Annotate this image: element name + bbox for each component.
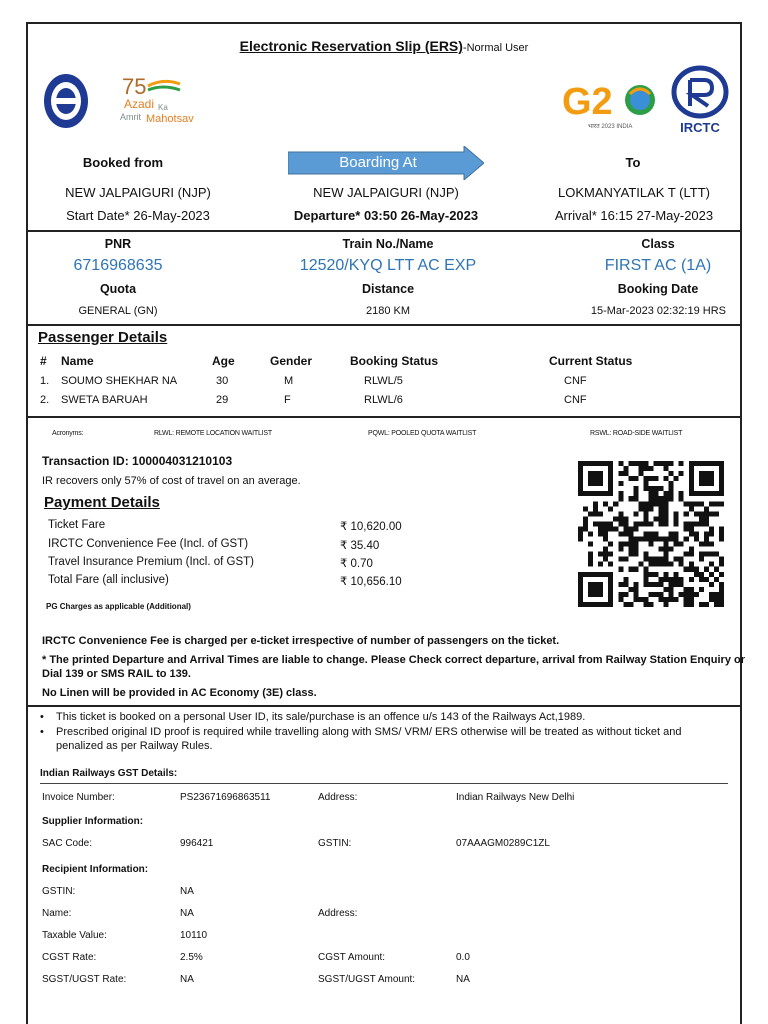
ers-title-main: Electronic Reservation Slip (ERS) <box>239 38 463 54</box>
bullet-dot-1: • <box>40 711 44 723</box>
acronyms-label: Acronyms: <box>52 430 84 437</box>
bullet-dot-2: • <box>40 726 44 738</box>
irctc-logo-icon <box>668 64 732 136</box>
payment-row-value: ₹ 10,656.10 <box>340 576 402 588</box>
departure-time: Departure* 03:50 26-May-2023 <box>293 208 479 223</box>
sac-code-label: SAC Code: <box>42 838 93 849</box>
train-value: 12520/KYQ LTT AC EXP <box>299 257 477 274</box>
azadi-ka-amrit-mahotsav-logo-icon <box>118 72 204 128</box>
payment-row-label: Ticket Fare <box>48 519 106 531</box>
acronym-rlwl: RLWL: REMOTE LOCATION WAITLIST <box>154 430 272 437</box>
class-value: FIRST AC (1A) <box>604 257 712 274</box>
recipient-name-value: NA <box>180 908 194 919</box>
distance-label: Distance <box>361 282 415 296</box>
divider-passengers <box>28 416 740 418</box>
bullet-personal-id: This ticket is booked on a personal User ID, its sale/purchase is an offence u/s 143 of the Railways Act,1989. <box>56 711 586 723</box>
svg-text:Azadi: Azadi <box>124 97 155 111</box>
from-station: NEW JALPAIGURI (NJP) <box>65 185 211 200</box>
gst-invoice-label: Invoice Number: <box>42 792 115 803</box>
gst-invoice-value: PS23671696863511 <box>180 792 271 803</box>
passenger-row-1-current-status: CNF <box>564 375 587 387</box>
passenger-details-title: Passenger Details <box>38 329 168 346</box>
taxable-value: 10110 <box>180 930 208 941</box>
quota-label: Quota <box>99 282 137 296</box>
passenger-row-2-gender: F <box>284 394 291 406</box>
payment-row-value: ₹ 0.70 <box>340 558 373 570</box>
payment-row-label: IRCTC Convenience Fee (Incl. of GST) <box>48 538 249 550</box>
payment-row-value: ₹ 35.40 <box>340 540 380 552</box>
passenger-row-2-no: 2. <box>40 394 50 406</box>
gst-address-label: Address: <box>318 792 358 803</box>
divider-ticket <box>28 324 740 326</box>
payment-row-label: Total Fare (all inclusive) <box>48 574 169 586</box>
payment-details-title: Payment Details <box>44 494 160 511</box>
recipient-gstin-label: GSTIN: <box>42 886 76 897</box>
passenger-row-2-name: SWETA BARUAH <box>61 394 148 406</box>
supplier-gstin-label: GSTIN: <box>318 838 352 849</box>
passenger-row-1-gender: M <box>284 375 294 387</box>
taxable-value-label: Taxable Value: <box>42 930 107 941</box>
svg-text:75: 75 <box>122 74 147 99</box>
pg-charges-note: PG Charges as applicable (Additional) <box>46 602 191 611</box>
boarding-station: NEW JALPAIGURI (NJP) <box>313 185 459 200</box>
timing-note-line-1: * The printed Departure and Arrival Times are liable to change. Please Check correct departure, arrival from Railway Station Enquiry or <box>42 654 746 666</box>
qr-code-icon <box>578 461 724 607</box>
recipient-info-title: Recipient Information: <box>42 864 149 875</box>
cgst-amount-label: CGST Amount: <box>318 952 386 963</box>
svg-text:भारत 2023 INDIA: भारत 2023 INDIA <box>588 124 633 130</box>
train-label: Train No./Name <box>342 237 434 251</box>
gst-divider <box>40 783 728 784</box>
bullet-id-proof-line-1: Prescribed original ID proof is required while travelling along with SMS/ VRM/ ERS otherwise will be treated as without ticket and <box>56 726 682 738</box>
pnr-value: 6716968635 <box>73 257 163 274</box>
gst-address-value: Indian Railways New Delhi <box>456 792 575 803</box>
acronym-rswl: RSWL: ROAD-SIDE WAITLIST <box>590 430 683 437</box>
passenger-header-age: Age <box>212 354 235 368</box>
acronym-pqwl: PQWL: POOLED QUOTA WAITLIST <box>368 430 477 437</box>
boarding-at-label: Boarding At <box>339 154 417 171</box>
quota-value: GENERAL (GN) <box>78 305 158 317</box>
passenger-row-1-booking-status: RLWL/5 <box>364 375 403 387</box>
indian-railways-logo-icon <box>42 72 90 130</box>
to-label: To <box>625 155 641 170</box>
svg-text:Mahotsav: Mahotsav <box>146 113 194 125</box>
payment-row-label: Travel Insurance Premium (Incl. of GST) <box>48 556 254 568</box>
sgst-amount-label: SGST/UGST Amount: <box>318 974 416 985</box>
passenger-row-1-age: 30 <box>216 375 229 387</box>
passenger-row-2-current-status: CNF <box>564 394 587 406</box>
distance-value: 2180 KM <box>365 305 411 317</box>
cost-recovery-note: IR recovers only 57% of cost of travel on an average. <box>42 475 301 487</box>
recipient-address-label: Address: <box>318 908 358 919</box>
svg-text:IRCTC: IRCTC <box>680 120 720 135</box>
pnr-label: PNR <box>104 237 132 251</box>
arrival-time: Arrival* 16:15 27-May-2023 <box>554 208 714 223</box>
passenger-header-booking-status: Booking Status <box>350 354 439 368</box>
passenger-header-no: # <box>40 354 47 368</box>
to-station: LOKMANYATILAK T (LTT) <box>558 185 710 200</box>
svg-text:Ka: Ka <box>158 103 168 112</box>
convenience-fee-note: IRCTC Convenience Fee is charged per e-ticket irrespective of number of passengers on the ticket. <box>42 635 560 647</box>
timing-note-line-2: Dial 139 or SMS RAIL to 139. <box>42 668 191 680</box>
cgst-rate-label: CGST Rate: <box>42 952 97 963</box>
recipient-gstin-value: NA <box>180 886 194 897</box>
transaction-id: Transaction ID: 100004031210103 <box>42 454 233 468</box>
divider-journey <box>28 230 740 232</box>
sgst-rate-value: NA <box>180 974 194 985</box>
passenger-row-2-booking-status: RLWL/6 <box>364 394 403 406</box>
booked-from-label: Booked from <box>82 155 164 170</box>
sac-code-value: 996421 <box>180 838 214 849</box>
ers-ticket-page <box>26 22 746 1024</box>
ers-title <box>28 38 740 54</box>
supplier-info-title: Supplier Information: <box>42 816 144 827</box>
class-label: Class <box>641 237 675 251</box>
passenger-header-gender: Gender <box>270 354 313 368</box>
passenger-row-1-no: 1. <box>40 375 50 387</box>
ers-title-sub: -Normal User <box>462 42 529 54</box>
passenger-row-2-age: 29 <box>216 394 229 406</box>
divider-notes <box>28 705 740 707</box>
booking-date-value: 15-Mar-2023 02:32:19 HRS <box>590 305 726 317</box>
booking-date-label: Booking Date <box>617 282 699 296</box>
recipient-name-label: Name: <box>42 908 72 919</box>
cgst-amount-value: 0.0 <box>456 952 470 963</box>
svg-text:Amrit: Amrit <box>120 112 141 122</box>
gst-title: Indian Railways GST Details: <box>40 768 178 779</box>
cgst-rate-value: 2.5% <box>180 952 203 963</box>
sgst-amount-value: NA <box>456 974 470 985</box>
payment-row-value: ₹ 10,620.00 <box>340 521 402 533</box>
passenger-header-current-status: Current Status <box>549 354 633 368</box>
bullet-id-proof-line-2: penalized as per Railway Rules. <box>56 740 213 752</box>
svg-text:G2: G2 <box>562 81 613 123</box>
passenger-row-1-name: SOUMO SHEKHAR NA <box>61 375 178 387</box>
linen-note: No Linen will be provided in AC Economy (3E) class. <box>42 687 317 699</box>
g20-logo-icon <box>562 74 658 132</box>
supplier-gstin-value: 07AAAGM0289C1ZL <box>456 838 550 849</box>
sgst-rate-label: SGST/UGST Rate: <box>42 974 127 985</box>
start-date: Start Date* 26-May-2023 <box>66 208 210 223</box>
passenger-header-name: Name <box>61 354 94 368</box>
